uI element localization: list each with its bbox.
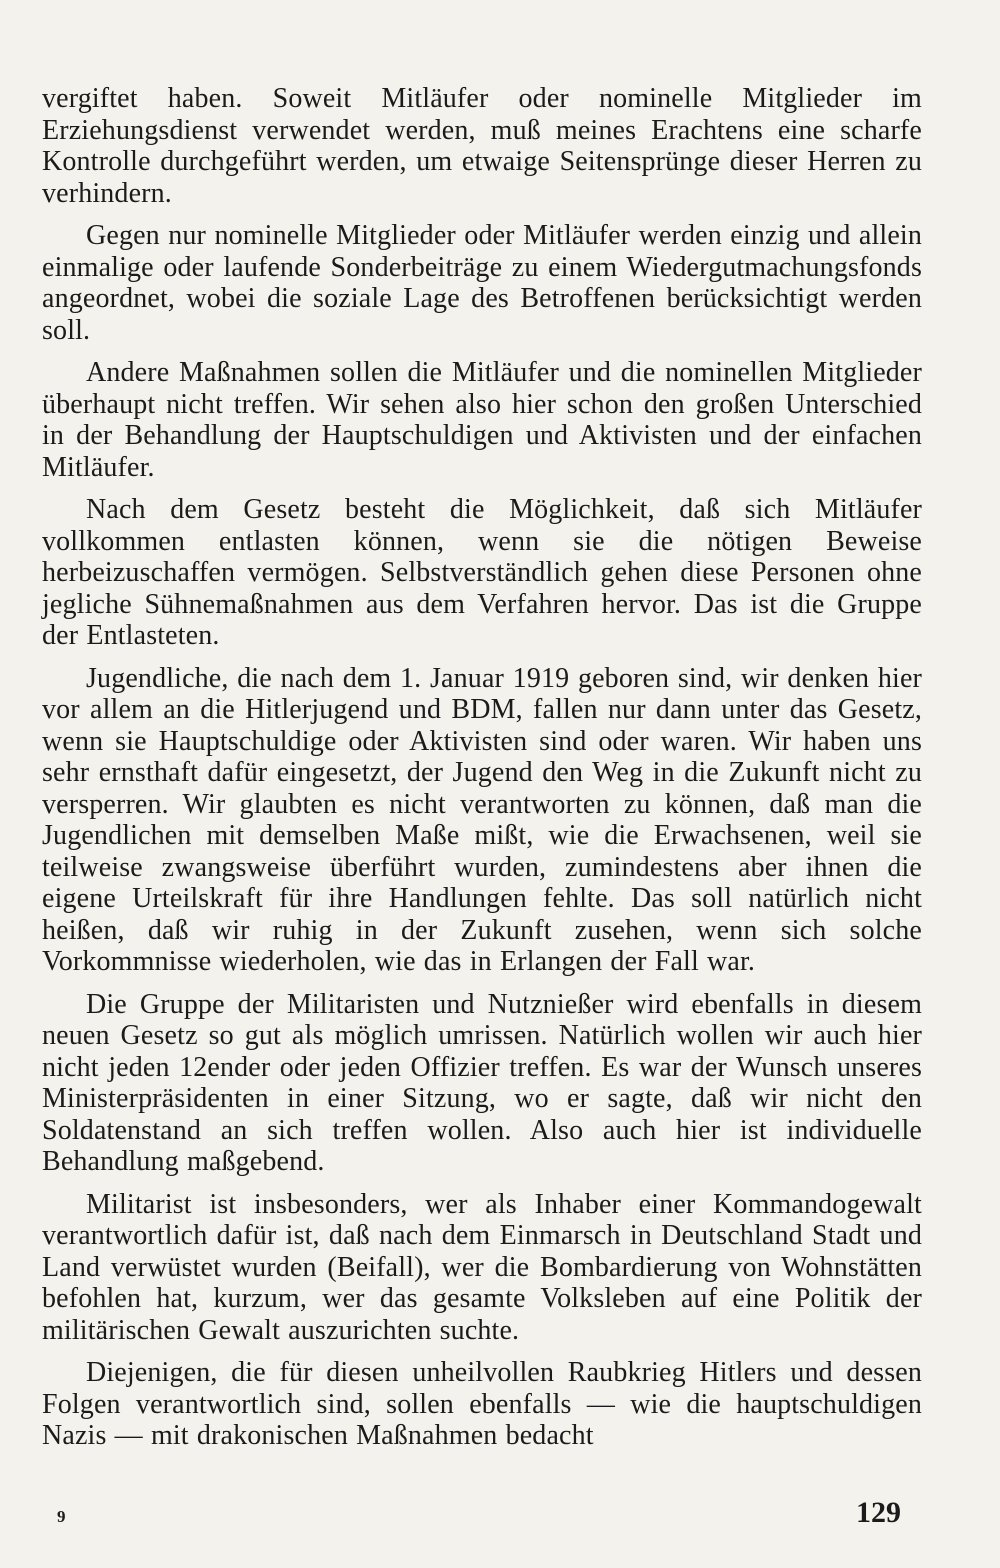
paragraph-responsible-parties: Diejenigen, die für diesen unheilvollen Raubkrieg Hitlers und dessen Folgen verantwortlich sind, sollen ebenfalls — wie die hauptschuldigen Nazis — mit drakonischen Maßnahmen bedacht bbox=[42, 1357, 922, 1451]
paragraph-exonerated: Nach dem Gesetz besteht die Möglichkeit, daß sich Mitläufer vollkommen entlasten können, wenn sie die nötigen Beweise herbeizuschaffen vermögen. Selbstverständlich gehen diese Personen ohne jegliche Sühnemaßnahmen aus dem Verfahren hervor. Das ist die Gruppe der Entlasteten. bbox=[42, 494, 922, 651]
paragraph-other-measures: Andere Maßnahmen sollen die Mitläufer und die nominellen Mitglieder überhaupt nicht treffen. Wir sehen also hier schon den großen Unterschied in der Behandlung der Hauptschuldigen und Aktivisten und der einfachen Mitläufer. bbox=[42, 357, 922, 483]
paragraph-militarists-group: Die Gruppe der Militaristen und Nutznießer wird ebenfalls in diesem neuen Gesetz so gut als möglich umrissen. Natürlich wollen wir auch hier nicht jeden 12ender oder jeden Offizier treffen. Es war der Wunsch unseres Ministerpräsidenten in einer Sitzung, wo er sagte, daß wir nicht den Soldatenstand an sich treffen wollen. Also auch hier ist individuelle Behandlung maßgebend. bbox=[42, 988, 922, 1177]
paragraph-militarist-definition: Militarist ist insbesonders, wer als Inhaber einer Kommandogewalt verantwortlich dafür ist, daß nach dem Einmarsch in Deutschland Stadt und Land verwüstet wurden (Beifall), wer die Bombardierung von Wohnstätten befohlen hat, kurzum, wer das gesamte Volksleben auf eine Politik der militärischen Gewalt auszurichten suchte. bbox=[42, 1188, 922, 1346]
paragraph-nominal-members: Gegen nur nominelle Mitglieder oder Mitläufer werden einzig und allein einmalige oder laufende Sonderbeiträge zu einem Wiedergutmachungsfonds angeordnet, wobei die soziale Lage des Betroffenen berücksichtigt werden soll. bbox=[42, 220, 922, 346]
body-text bbox=[42, 83, 922, 1452]
page-number: 129 bbox=[856, 1496, 901, 1529]
signature-mark: 9 bbox=[57, 1507, 66, 1526]
paragraph-youth: Jugendliche, die nach dem 1. Januar 1919 geboren sind, wir denken hier vor allem an die Hitlerjugend und BDM, fallen nur dann unter das Gesetz, wenn sie Hauptschuldige oder Aktivisten sind oder waren. Wir haben uns sehr ernsthaft dafür eingesetzt, der Jugend den Weg in die Zukunft nicht zu versperren. Wir glaubten es nicht verantworten zu können, daß man die Jugendlichen mit demselben Maße mißt, wie die Erwachsenen, weil sie teilweise zwangsweise überführt wurden, zumindestens aber ihnen die eigene Urteilskraft für ihre Handlungen fehlte. Das soll natürlich nicht heißen, daß wir ruhig in der Zukunft zusehen, wenn sich solche Vorkommnisse wiederholen, wie das in Erlangen der Fall war. bbox=[42, 662, 922, 977]
paragraph-continued: vergiftet haben. Soweit Mitläufer oder nominelle Mitglieder im Erziehungsdienst verwendet werden, muß meines Erachtens eine scharfe Kontrolle durchgeführt werden, um etwaige Seitensprünge dieser Herren zu verhindern. bbox=[42, 83, 922, 209]
